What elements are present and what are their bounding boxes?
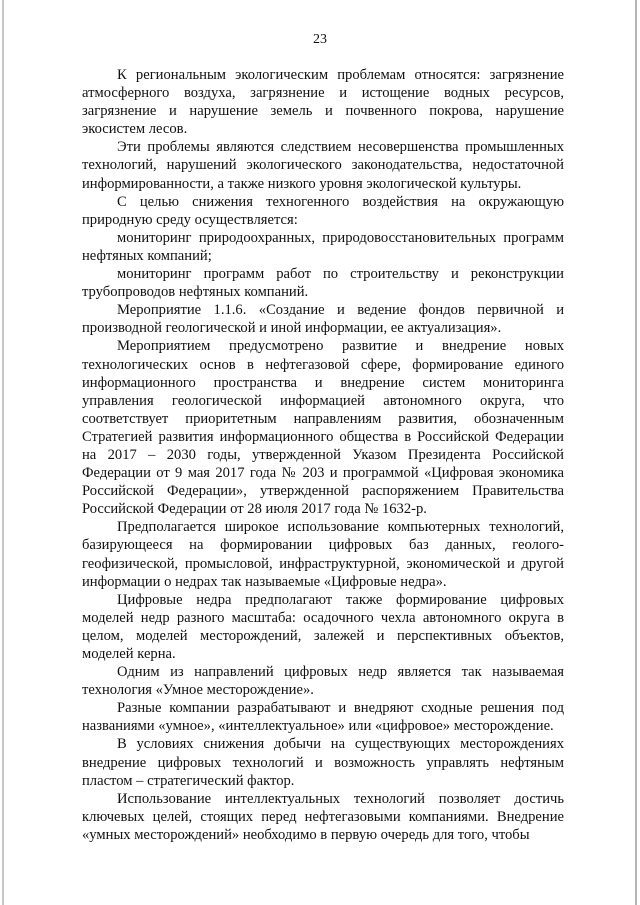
scan-right-edge xyxy=(635,0,637,905)
paragraph-monitoring-programs: мониторинг природоохранных, природовосстановительных программ нефтяных компаний; xyxy=(82,229,564,264)
document-body xyxy=(82,66,564,844)
scan-left-edge xyxy=(2,0,4,905)
paragraph-intelligent-technologies: Использование интеллектуальных технологий позволяет достичь ключевых целей, стоящих перед нефтегазовыми компаниями. Внедрение «умных месторождений» необходимо в первую очередь для того, чтобы xyxy=(82,790,564,843)
paragraph-digital-subsoil: Цифровые недра предполагают также формирование цифровых моделей недр разного масштаба: осадочного чехла автономного округа в целом, моделей месторождений, залежей и перспективных объектов, моделей керна. xyxy=(82,591,564,662)
paragraph-impact-reduction: С целью снижения техногенного воздействия на окружающую природную среду осуществляется: xyxy=(82,193,564,228)
paragraph-smart-field: Одним из направлений цифровых недр является так называемая технология «Умное месторождение». xyxy=(82,664,564,699)
paragraph-measure-details: Мероприятием предусмотрено развитие и внедрение новых технологических основ в нефтегазовой сфере, формирование единого информационного пространства и внедрение систем мониторинга управления геологической информацией автономного округа, что соответствует приоритетным направлениям развития, обозначенным Стратегией развития информационного общества в Российской Федерации на 2017 – 2030 годы, утвержденной Указом Президента Российской Федерации от 9 мая 2017 года № 203 и программой «Цифровая экономика Российской Федерации», утвержденной распоряжением Правительства Российской Федерации от 28 июля 2017 года № 1632-р. xyxy=(82,338,564,518)
paragraph-computer-technologies: Предполагается широкое использование компьютерных технологий, базирующееся на формировании цифровых баз данных, геолого-геофизической, промысловой, инфраструктурной, экономической и другой информации о недрах так называемые «Цифровые недра». xyxy=(82,519,564,590)
paragraph-company-solutions: Разные компании разрабатывают и внедряют сходные решения под названиями «умное», «интеллектуальное» или «цифровое» месторождение. xyxy=(82,700,564,735)
paragraph-measure-1-1-6: Мероприятие 1.1.6. «Создание и ведение фондов первичной и производной геологической и иной информации, ее актуализация». xyxy=(82,302,564,337)
paragraph-problem-causes: Эти проблемы являются следствием несовершенства промышленных технологий, нарушений экологического законодательства, недостаточной информированности, а также низкого уровня экологической культуры. xyxy=(82,139,564,192)
paragraph-regional-problems: К региональным экологическим проблемам относятся: загрязнение атмосферного воздуха, загрязнение и истощение водных ресурсов, загрязнение и нарушение земель и почвенного покрова, нарушение экосистем лесов. xyxy=(82,67,564,138)
page-number: 23 xyxy=(313,32,327,47)
paragraph-monitoring-pipelines: мониторинг программ работ по строительству и реконструкции трубопроводов нефтяных компаний. xyxy=(82,266,564,301)
paragraph-strategic-factor: В условиях снижения добычи на существующих месторождениях внедрение цифровых технологий и возможность управлять нефтяным пластом – стратегический фактор. xyxy=(82,736,564,789)
